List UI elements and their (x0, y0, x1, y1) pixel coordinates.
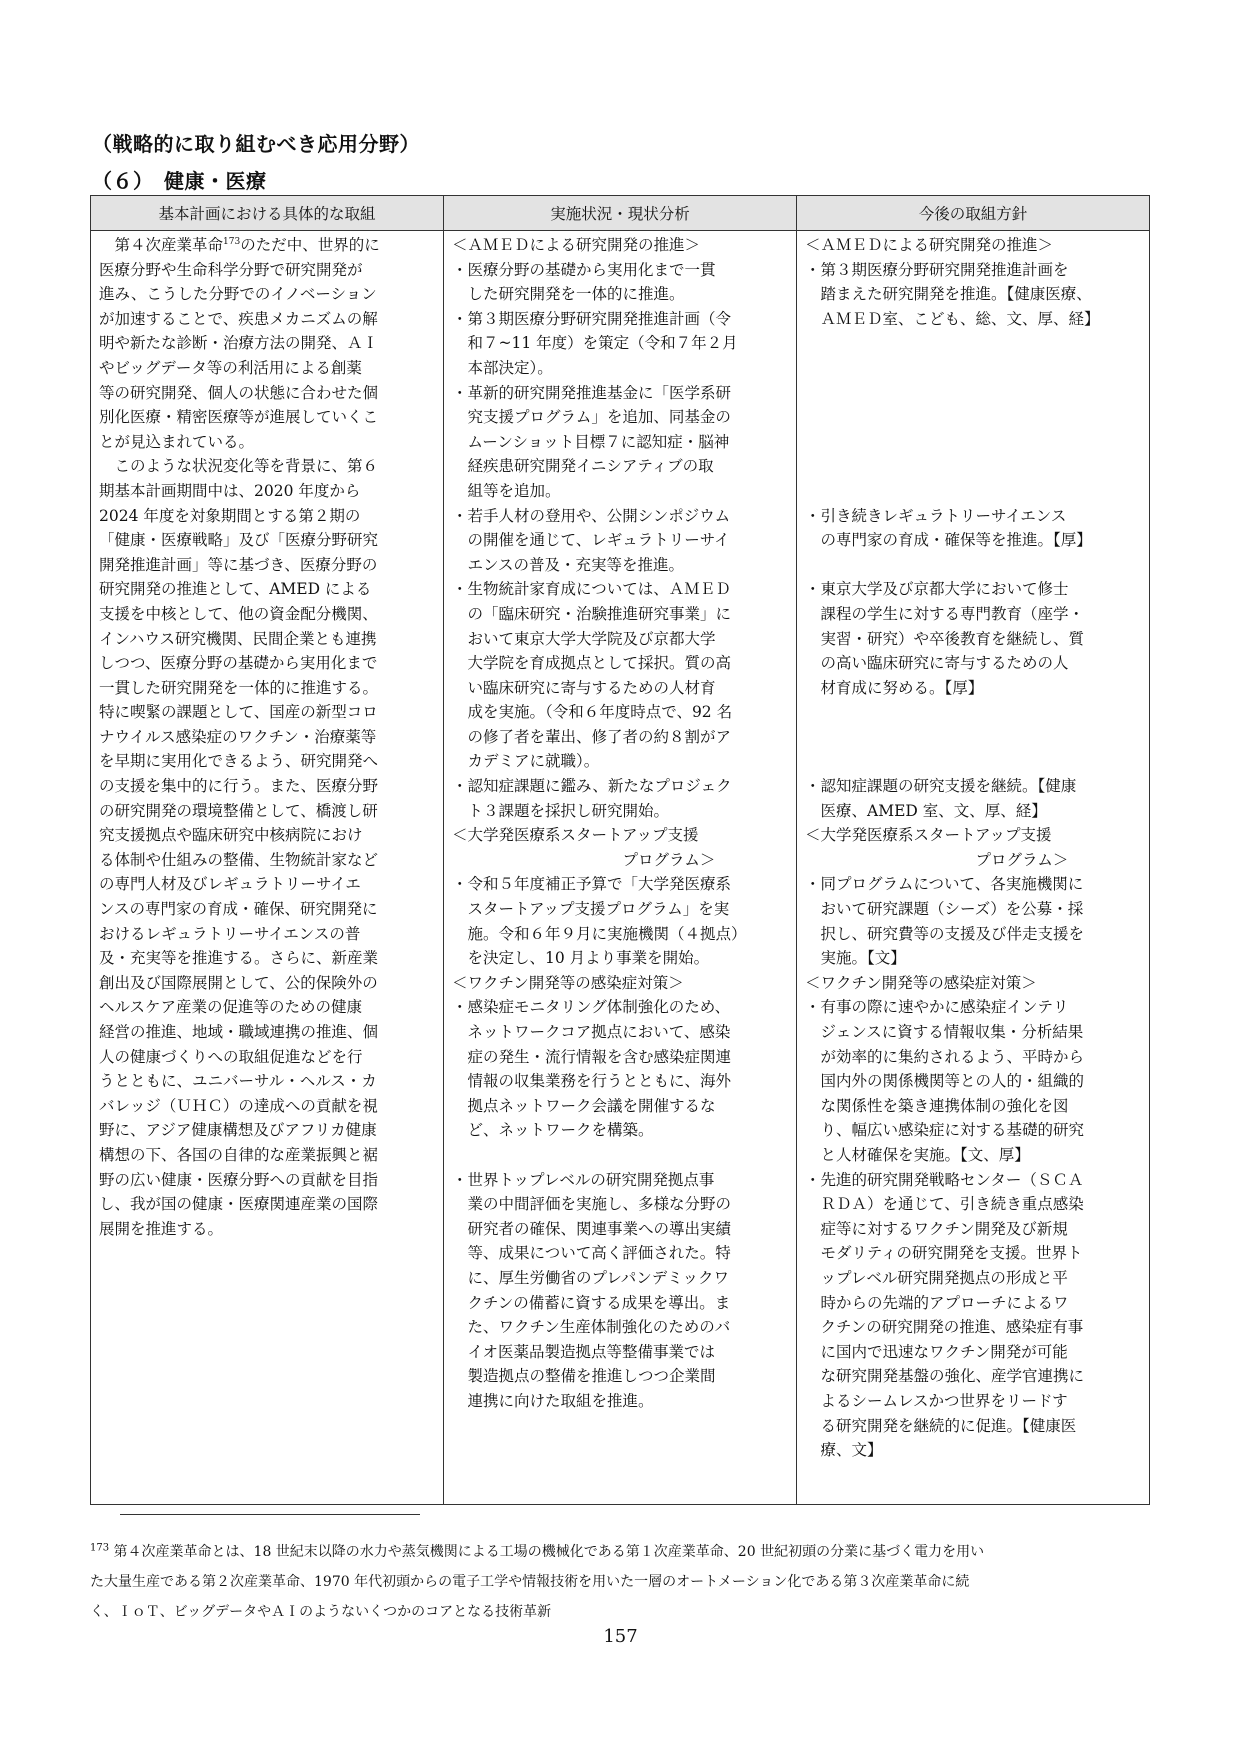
text-line: が加速することで、疾患メカニズムの解 (99, 309, 378, 328)
text-line: ナウイルス感染症のワクチン・治療薬等 (99, 727, 377, 746)
text-line (805, 479, 1143, 504)
text-line: 医療、AMED 室、文、厚、経】 (805, 801, 1047, 820)
text-line: やビッグデータ等の利活用による創薬 (99, 358, 362, 377)
text-line: た、ワクチン生産体制強化のためのバ (452, 1318, 731, 1337)
text-line: 踏まえた研究開発を推進。【健康医療、 (805, 285, 1092, 304)
text-line: ・第３期医療分野研究開発推進計画を (805, 260, 1069, 279)
text-line: ＜ワクチン開発等の感染症対策＞ (452, 973, 684, 992)
text-line: の専門家の育成・確保等を推進。【厚】 (805, 531, 1092, 550)
text-line: ・若手人材の登用や、公開シンポジウム (452, 506, 731, 525)
text-line: 実習・研究）や卒後教育を継続し、質 (805, 629, 1085, 648)
text-line: 「健康・医療戦略」及び「医療分野研究 (99, 531, 379, 550)
text-line: 経営の推進、地域・職域連携の推進、個 (99, 1023, 379, 1041)
text-line (805, 725, 1143, 750)
header-future-policy: 今後の取組方針 (797, 196, 1150, 231)
text-line: ヘルスケア産業の促進等のための健康 (99, 998, 363, 1017)
text-line: の高い臨床研究に寄与するための人 (805, 654, 1069, 673)
text-line: ネットワークコア拠点において、感染 (452, 1023, 731, 1041)
text-line: クチンの備蓄に資する成果を導出。ま (452, 1293, 731, 1312)
text-line: ＲＤＡ）を通じて、引き続き重点感染 (805, 1195, 1084, 1214)
text-line: カデミアに就職）。 (452, 752, 600, 771)
text-line: 本部決定）。 (452, 358, 553, 377)
text-line: い臨床研究に寄与するための人材育 (452, 678, 716, 697)
text-line: ・認知症課題に鑑み、新たなプロジェク (452, 777, 732, 796)
text-line (452, 1143, 790, 1168)
text-line: 野に、アジア健康構想及びアフリカ健康 (99, 1121, 377, 1140)
text-line: を早期に実用化できるよう、研究開発へ (99, 752, 379, 771)
text-line: 2024 年度を対象期間とする第２期の (99, 506, 361, 525)
text-line: の「臨床研究・治験推進研究事業」に (452, 604, 732, 623)
text-line: 症等に対するワクチン開発及び新規 (805, 1219, 1068, 1238)
text-line: る体制や仕組みの整備、生物統計家など (99, 850, 379, 869)
text-line: 究支援拠点や臨床研究中核病院におけ (99, 826, 363, 845)
text-line: おけるレギュラトリーサイエンスの普 (99, 924, 361, 943)
page-number: 157 (603, 1626, 638, 1647)
text-line: スタートアップ支援プログラム」を実 (452, 900, 730, 919)
text-line: 一貫した研究開発を一体的に推進する。 (99, 678, 379, 697)
text-line: モダリティの研究開発を支援。世界ト (805, 1244, 1083, 1263)
status-analysis-text (444, 231, 796, 1414)
text-line: 展開を推進する。 (99, 1219, 224, 1238)
text-line: の修了者を輩出、修了者の約８割がア (452, 727, 732, 746)
text-line: ＜ＡＭＥＤによる研究開発の推進＞ (805, 236, 1054, 254)
text-line: 製造拠点の整備を推進しつつ企業間 (452, 1367, 716, 1386)
text-line: な関係性を築き連携体制の強化を図 (805, 1096, 1069, 1115)
text-line: 材育成に努める。【厚】 (805, 678, 984, 697)
section-heading: （６） 健康・医療 (92, 169, 267, 193)
text-line: 別化医療・精密医療等が進展していくこ (99, 408, 379, 427)
footnote-text: 第４次産業革命とは、18 世紀末以降の水力や蒸気機関による工場の機械化である第１次産業革命、20 世紀初頭の分業に基づく電力を用い (109, 1544, 985, 1560)
text-line: 創出及び国際展開として、公的保険外の (99, 973, 378, 992)
text-line (805, 430, 1143, 455)
future-policy-text (797, 231, 1149, 1463)
text-line: に国内で迅速なワクチン開発が可能 (805, 1342, 1068, 1361)
text-line (805, 381, 1143, 406)
text-line: ・医療分野の基礎から実用化まで一貫 (452, 260, 716, 279)
text-line: インハウス研究機関、民間企業とも連携 (99, 629, 377, 648)
text-line: おいて研究課題（シーズ）を公募・採 (805, 900, 1084, 919)
text-line: ・生物統計家育成については、ＡＭＥＤ (452, 580, 731, 599)
footnote-reference: 173 (223, 236, 241, 247)
text-line: とが見込まれている。 (99, 432, 255, 451)
text-line: 等の研究開発、個人の状態に合わせた個 (99, 383, 379, 402)
text-line: 情報の収集業務を行うとともに、海外 (452, 1072, 732, 1091)
footnote-line: く、ＩｏＴ、ビッグデータやＡＩのようないくつかのコアとなる技術革新 (90, 1604, 552, 1620)
text-line (805, 553, 1143, 578)
text-line: ムーンショット目標７に認知症・脳神 (452, 432, 730, 451)
text-line: 成を実施。（令和６年度時点で、92 名 (452, 703, 733, 722)
text-line: り、幅広い感染症に対する基礎的研究 (805, 1121, 1085, 1140)
text-line: ・革新的研究開発推進基金に「医学系研 (452, 383, 732, 402)
text-line: ＡＭＥＤ室、こども、総、文、厚、経】 (805, 309, 1100, 328)
text-line (805, 700, 1143, 725)
text-line: よるシームレスかつ世界をリードす (805, 1391, 1068, 1410)
text-line: バレッジ（ＵＨＣ）の達成への貢献を視 (99, 1096, 378, 1115)
text-line: 業の中間評価を実施し、多様な分野の (452, 1195, 732, 1214)
footnote-line: た大量生産である第２次産業革命、1970 年代初頭からの電子工学や情報技術を用いた一層のオートメーション化である第３次産業革命に続 (90, 1574, 970, 1590)
policy-table (90, 195, 1150, 1505)
text-line: ト３課題を採択し研究開始。 (452, 801, 670, 820)
text-line: ＜ＡＭＥＤによる研究開発の推進＞ (452, 236, 701, 254)
text-line: ど、ネットワークを構築。 (452, 1121, 654, 1140)
text-line: ・認知症課題の研究支援を継続。【健康 (805, 777, 1077, 796)
text-line: 特に喫緊の課題として、国産の新型コロ (99, 703, 378, 722)
text-line: 時からの先端的アプローチによるワ (805, 1293, 1069, 1312)
text-line: 進み、こうした分野でのイノベーション (99, 285, 377, 304)
text-line (805, 356, 1143, 381)
text-line: ＜大学発医療系スタートアップ支援 (452, 826, 699, 845)
text-line: 研究者の確保、関連事業への導出実績 (452, 1219, 732, 1238)
text-line (805, 749, 1143, 774)
text-line: このような状況変化等を背景に、第６ (99, 457, 379, 476)
text-line: 人の健康づくりへの取組促進などを行 (99, 1047, 363, 1066)
text-line: の専門人材及びレギュラトリーサイエ (99, 875, 361, 894)
text-line: おいて東京大学大学院及び京都大学 (452, 629, 716, 648)
status-analysis-cell (444, 231, 797, 1505)
text-line: ・有事の際に速やかに感染症インテリ (805, 998, 1069, 1017)
text-line: 施。令和６年９月に実施機関（４拠点） (452, 924, 747, 943)
table-row (91, 231, 1150, 1505)
text-line: る研究開発を継続的に促進。【健康医 (805, 1416, 1077, 1435)
text-line: した研究開発を一体的に推進。 (452, 285, 685, 304)
strategic-fields-heading: （戦略的に取り組むべき応用分野） (92, 132, 420, 156)
text-line: 構想の下、各国の自律的な産業振興と裾 (99, 1145, 379, 1164)
text-line: 療、文】 (805, 1441, 883, 1460)
text-line (805, 454, 1143, 479)
footnote (90, 1537, 1150, 1627)
text-line: の研究開発の環境整備として、橋渡し研 (99, 801, 378, 820)
footnote-divider (120, 1514, 420, 1515)
text-line: 拠点ネットワーク会議を開催するな (452, 1096, 716, 1115)
text-line: 択し、研究費等の支援及び伴走支援を (805, 924, 1085, 943)
text-line: ・第３期医療分野研究開発推進計画（令 (452, 309, 732, 328)
text-line: 開発推進計画」等に基づき、医療分野の (99, 555, 378, 574)
text-line: 医療分野や生命科学分野で研究開発が (99, 260, 363, 279)
footnote-number: 173 (90, 1542, 110, 1554)
text-line: 支援を中核として、他の資金配分機関、 (99, 604, 378, 623)
text-line (805, 331, 1143, 356)
text-line: プログラム＞ (805, 850, 1069, 869)
text-line: 症の発生・流行情報を含む感染症関連 (452, 1047, 732, 1066)
text-line: 野の広い健康・医療分野への貢献を目指 (99, 1170, 379, 1189)
header-basic-plan: 基本計画における具体的な取組 (91, 196, 444, 231)
basic-plan-text (91, 231, 443, 1241)
text-line: ・世界トップレベルの研究開発拠点事 (452, 1170, 715, 1189)
text-line: うとともに、ユニバーサル・ヘルス・カ (99, 1072, 377, 1091)
table-header-row (91, 196, 1150, 231)
text-line (805, 405, 1143, 430)
text-line: 経疾患研究開発イニシアティブの取 (452, 457, 714, 476)
text-line: し、我が国の健康・医療関連産業の国際 (99, 1195, 379, 1214)
text-line: エンスの普及・充実等を推進。 (452, 555, 685, 574)
text-line: ＜大学発医療系スタートアップ支援 (805, 826, 1052, 845)
footnote-line (90, 1537, 1150, 1567)
text-line: ップレベル研究開発拠点の形成と平 (805, 1268, 1068, 1287)
text-line: 研究開発の推進として、AMED による (99, 580, 372, 599)
text-line: が効率的に集約されるよう、平時から (805, 1047, 1085, 1066)
text-line: 組等を追加。 (452, 481, 561, 500)
text-line: 第４次産業革命$^{173}$のただ中、世界的に (99, 236, 380, 254)
text-line: クチンの研究開発の推進、感染症有事 (805, 1318, 1084, 1337)
text-line: 連携に向けた取組を推進。 (452, 1391, 654, 1410)
text-line: ・同プログラムについて、各実施機関に (805, 875, 1084, 894)
text-line: の支援を集中的に行う。また、医療分野 (99, 777, 379, 796)
text-line: 実施。【文】 (805, 949, 906, 968)
text-line: 明や新たな診断・治療方法の開発、ＡＩ (99, 334, 379, 353)
text-line: 究支援プログラム」を追加、同基金の (452, 408, 731, 427)
text-line: しつつ、医療分野の基礎から実用化まで (99, 654, 378, 673)
text-line-continuation: のただ中、世界的に (240, 236, 380, 254)
text-line: 期基本計画期間中は、2020 年度から (99, 481, 361, 500)
text-line: イオ医薬品製造拠点等整備事業では (452, 1342, 716, 1361)
text-line: 課程の学生に対する専門教育（座学・ (805, 604, 1085, 623)
text-line: ・先進的研究開発戦略センター（ＳＣＡ (805, 1170, 1084, 1189)
text-line: 及・充実等を推進する。さらに、新産業 (99, 949, 379, 968)
text-line: ・引き続きレギュラトリーサイエンス (805, 506, 1067, 525)
text-line: ジェンスに資する情報収集・分析結果 (805, 1023, 1084, 1041)
text-line: プログラム＞ (452, 850, 716, 869)
text-line: の開催を通じて、レギュラトリーサイ (452, 531, 730, 550)
future-policy-cell (797, 231, 1150, 1505)
text-line: な研究開発基盤の強化、産学官連携に (805, 1367, 1085, 1386)
text-line: 等、成果について高く評価された。特 (452, 1244, 731, 1263)
basic-plan-cell (91, 231, 444, 1505)
text-line: と人材確保を実施。【文、厚】 (805, 1145, 1030, 1164)
text-line: 大学院を育成拠点として採択。質の高 (452, 654, 732, 673)
text-line: ・令和５年度補正予算で「大学発医療系 (452, 875, 732, 894)
text-line: 和７~11 年度）を策定（令和７年２月 (452, 334, 738, 353)
text-line: ンスの専門家の育成・確保、研究開発に (99, 900, 378, 919)
text-line: に、厚生労働省のプレパンデミックワ (452, 1268, 729, 1287)
text-line: を決定し、10 月より事業を開始。 (452, 949, 710, 968)
header-status-analysis: 実施状況・現状分析 (444, 196, 797, 231)
text-line: 国内外の関係機関等との人的・組織的 (805, 1072, 1085, 1091)
text-line: ・東京大学及び京都大学において修士 (805, 580, 1069, 599)
text-line: ＜ワクチン開発等の感染症対策＞ (805, 973, 1037, 992)
text-line: ・感染症モニタリング体制強化のため、 (452, 998, 731, 1017)
